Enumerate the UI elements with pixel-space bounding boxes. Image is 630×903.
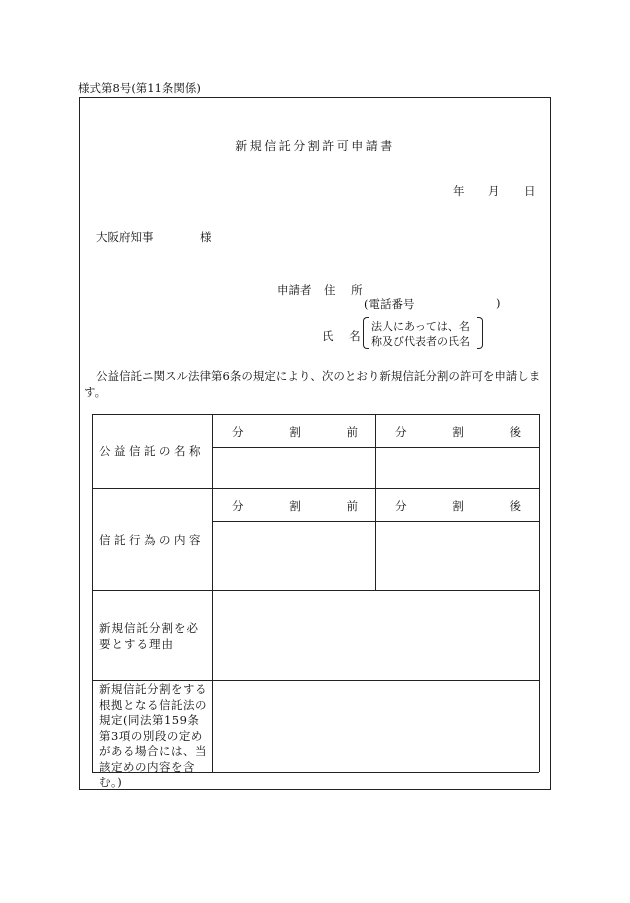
addressee-name: 大阪府知事 bbox=[96, 230, 154, 244]
phone-close-paren: ) bbox=[496, 296, 501, 310]
name-note bbox=[363, 317, 483, 349]
addressee-honorific: 様 bbox=[200, 230, 212, 244]
table-line bbox=[92, 488, 539, 489]
table-line-left bbox=[92, 414, 93, 772]
before-label-char: 前 bbox=[346, 425, 358, 439]
before-label bbox=[232, 498, 358, 514]
name-note-line1: 法人にあっては、名 bbox=[371, 320, 470, 333]
table-line bbox=[375, 414, 376, 488]
after-label-char: 割 bbox=[452, 425, 464, 439]
row-label-reason: 新規信託分割を必要とする理由 bbox=[99, 621, 199, 651]
address-label: 住 所 bbox=[324, 283, 369, 297]
right-bracket bbox=[477, 317, 483, 349]
after-label-char: 後 bbox=[509, 425, 521, 439]
before-label-char: 分 bbox=[232, 425, 244, 439]
before-label-char: 前 bbox=[346, 499, 358, 513]
after-label-char: 分 bbox=[395, 499, 407, 513]
row-label-trust-content: 信託行為の内容 bbox=[99, 533, 204, 547]
table-line-right bbox=[539, 414, 540, 772]
intro-text: 公益信託ニ関スル法律第6条の規定により、次のとおり新規信託分割の許可を申請します。 bbox=[84, 369, 541, 399]
applicant-label: 申請者 bbox=[277, 283, 312, 297]
left-bracket bbox=[363, 317, 369, 349]
before-label-char: 割 bbox=[289, 425, 301, 439]
after-label bbox=[395, 498, 521, 514]
phone-label: (電話番号 bbox=[364, 297, 415, 311]
table-line bbox=[92, 590, 539, 591]
row-label-trust-name: 公益信託の名称 bbox=[99, 444, 204, 458]
table-line bbox=[212, 414, 213, 772]
before-label-char: 分 bbox=[232, 499, 244, 513]
before-label-char: 割 bbox=[289, 499, 301, 513]
after-label-char: 分 bbox=[395, 425, 407, 439]
name-note-line2: 称及び代表者の氏名 bbox=[371, 335, 470, 348]
table-line bbox=[375, 488, 376, 590]
after-label-char: 割 bbox=[452, 499, 464, 513]
date-day: 日 bbox=[524, 184, 536, 198]
table-line bbox=[92, 680, 539, 681]
date-year: 年 bbox=[453, 184, 465, 198]
date-month: 月 bbox=[488, 184, 500, 198]
document-title: 新規信託分割許可申請書 bbox=[235, 139, 395, 153]
name-label: 氏 名 bbox=[322, 329, 367, 343]
row-label-legal-basis: 新規信託分割をする根拠となる信託法の規定(同法第159条第3項の別段の定めがある場合には、当該定めの内容を含む。) bbox=[99, 682, 207, 789]
table-line-top bbox=[92, 414, 539, 415]
after-label-char: 後 bbox=[509, 499, 521, 513]
form-number: 様式第8号(第11条関係) bbox=[78, 81, 201, 95]
after-label bbox=[395, 424, 521, 440]
before-label bbox=[232, 424, 358, 440]
